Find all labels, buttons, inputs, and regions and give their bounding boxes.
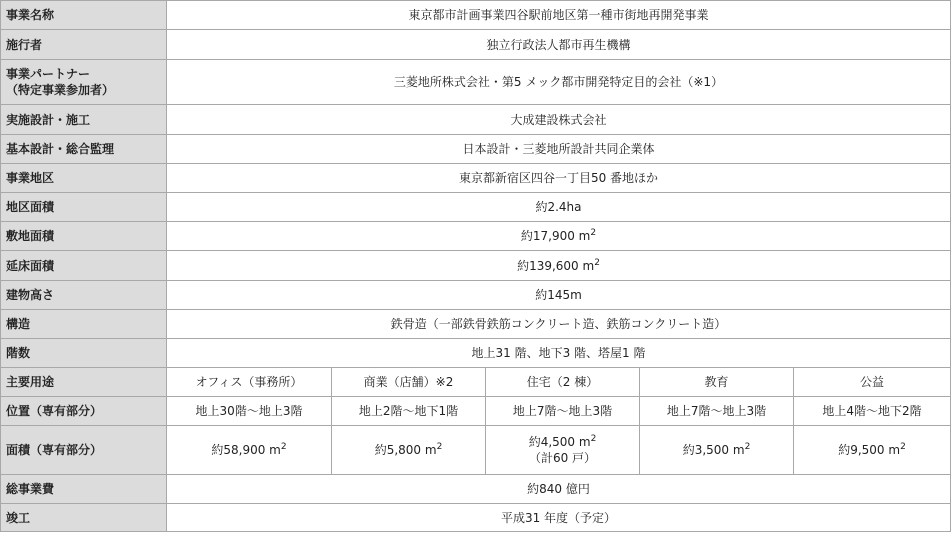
area-residential-note: （計60 戸）	[528, 451, 597, 465]
label-project-name: 事業名称	[1, 1, 167, 30]
value-implementer: 独立行政法人都市再生機構	[167, 30, 951, 60]
row-usage	[1, 368, 951, 397]
row-position	[1, 397, 951, 426]
area-office-sup: 2	[280, 442, 287, 452]
site-area-unit-sup: 2	[590, 228, 597, 238]
area-public	[794, 426, 951, 475]
usage-education: 教育	[640, 368, 794, 397]
value-basic-design: 日本設計・三菱地所設計共同企業体	[167, 135, 951, 164]
area-commercial-text: 約5,800 m	[374, 443, 437, 457]
usage-office: オフィス（事務所）	[167, 368, 332, 397]
area-residential-text: 約4,500 m	[528, 435, 591, 449]
label-floor-area: 延床面積	[1, 251, 167, 281]
label-floors: 階数	[1, 339, 167, 368]
label-height: 建物高さ	[1, 281, 167, 310]
row-project-name	[1, 1, 951, 30]
label-completion: 竣工	[1, 504, 167, 532]
row-height	[1, 281, 951, 310]
value-total-cost: 約840 億円	[167, 475, 951, 504]
row-area	[1, 426, 951, 475]
value-structure: 鉄骨造（一部鉄骨鉄筋コンクリート造、鉄筋コンクリート造）	[167, 310, 951, 339]
row-implementer	[1, 30, 951, 60]
value-location: 東京都新宿区四谷一丁目50 番地ほか	[167, 164, 951, 193]
label-partner	[1, 60, 167, 105]
value-floors: 地上31 階、地下3 階、塔屋1 階	[167, 339, 951, 368]
value-completion: 平成31 年度（予定）	[167, 504, 951, 532]
row-district-area	[1, 193, 951, 222]
value-district-area: 約2.4ha	[167, 193, 951, 222]
area-office	[167, 426, 332, 475]
label-area: 面積（専有部分）	[1, 426, 167, 475]
row-location	[1, 164, 951, 193]
label-site-area: 敷地面積	[1, 222, 167, 251]
label-partner-line1: 事業パートナー	[6, 67, 91, 81]
area-public-sup: 2	[900, 442, 906, 452]
label-construction: 実施設計・施工	[1, 105, 167, 135]
value-construction: 大成建設株式会社	[167, 105, 951, 135]
label-implementer: 施行者	[1, 30, 167, 60]
usage-residential: 住宅（2 棟）	[486, 368, 640, 397]
row-total-cost	[1, 475, 951, 504]
site-area-text: 約17,900 m	[520, 229, 591, 243]
value-height: 約145m	[167, 281, 951, 310]
label-district-area: 地区面積	[1, 193, 167, 222]
value-partner: 三菱地所株式会社・第5 メック都市開発特定目的会社（※1）	[167, 60, 951, 105]
area-residential-line	[486, 434, 639, 450]
label-total-cost: 総事業費	[1, 475, 167, 504]
row-structure	[1, 310, 951, 339]
label-structure: 構造	[1, 310, 167, 339]
label-position: 位置（専有部分）	[1, 397, 167, 426]
row-partner	[1, 60, 951, 105]
value-floor-area	[167, 251, 951, 281]
area-public-text: 約9,500 m	[838, 443, 901, 457]
row-basic-design	[1, 135, 951, 164]
label-partner-line2: （特定事業参加者）	[6, 83, 115, 97]
position-public: 地上4階〜地下2階	[794, 397, 951, 426]
position-residential: 地上7階〜地上3階	[486, 397, 640, 426]
area-education-text: 約3,500 m	[682, 443, 745, 457]
area-commercial-sup: 2	[436, 442, 443, 452]
area-residential	[486, 426, 640, 475]
row-construction	[1, 105, 951, 135]
usage-public: 公益	[794, 368, 951, 397]
row-completion	[1, 504, 951, 532]
area-education	[640, 426, 794, 475]
position-office: 地上30階〜地上3階	[167, 397, 332, 426]
area-residential-sup: 2	[590, 434, 597, 444]
value-project-name: 東京都市計画事業四谷駅前地区第一種市街地再開発事業	[167, 1, 951, 30]
floor-area-text: 約139,600 m	[517, 258, 595, 273]
area-education-sup: 2	[744, 442, 751, 452]
row-site-area	[1, 222, 951, 251]
value-site-area	[167, 222, 951, 251]
label-location: 事業地区	[1, 164, 167, 193]
floor-area-unit-sup: 2	[594, 257, 600, 268]
position-commercial: 地上2階〜地下1階	[332, 397, 486, 426]
label-basic-design: 基本設計・総合監理	[1, 135, 167, 164]
row-floors	[1, 339, 951, 368]
label-usage: 主要用途	[1, 368, 167, 397]
row-floor-area	[1, 251, 951, 281]
area-office-text: 約58,900 m	[211, 443, 281, 457]
usage-commercial: 商業（店舗）※2	[332, 368, 486, 397]
position-education: 地上7階〜地上3階	[640, 397, 794, 426]
area-commercial	[332, 426, 486, 475]
